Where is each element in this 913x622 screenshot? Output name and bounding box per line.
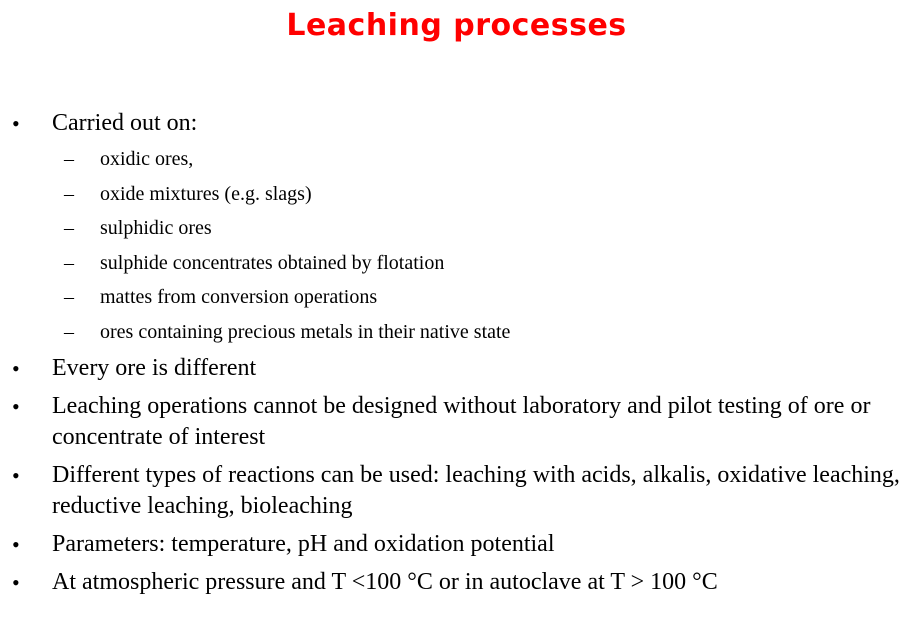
dash-marker: –	[64, 251, 74, 274]
dash-marker: –	[64, 148, 74, 170]
sub-item-text: mattes from conversion operations	[100, 286, 378, 308]
sub-list-item	[0, 146, 913, 172]
bullet-item	[0, 108, 913, 139]
bullet-marker: •	[12, 570, 20, 595]
bullet-text: Different types of reactions can be used: leaching with acids, alkalis, oxidative leaching, reductive leaching, bioleaching	[52, 462, 900, 519]
bullet-item	[0, 529, 913, 560]
sub-item-text: sulphidic ores	[100, 217, 212, 239]
bullet-marker: •	[12, 111, 20, 136]
bullet-item	[0, 353, 913, 384]
bullet-marker: •	[12, 532, 20, 557]
bullet-marker: •	[12, 356, 20, 381]
bullet-item	[0, 391, 913, 453]
bullet-item	[0, 567, 913, 598]
bullet-marker: •	[12, 394, 20, 419]
sub-item-text: oxide mixtures (e.g. slags)	[100, 182, 312, 205]
sub-list-item	[0, 319, 913, 345]
bullet-text: Leaching operations cannot be designed without laboratory and pilot testing of ore or concentrate of interest	[52, 393, 871, 450]
sub-item-text: sulphide concentrates obtained by flotation	[100, 251, 445, 274]
slide-title: Leaching processes	[286, 8, 627, 43]
sub-list-item	[0, 250, 913, 276]
bullet-text: Carried out on:	[52, 110, 198, 136]
sub-item-text: oxidic ores,	[100, 148, 194, 170]
bullet-text: Parameters: temperature, pH and oxidation potential	[52, 531, 555, 557]
dash-marker: –	[64, 286, 74, 308]
bullet-text: At atmospheric pressure and T <100 °C or in autoclave at T > 100 °C	[52, 569, 718, 595]
sub-list	[0, 146, 913, 345]
bullet-text: Every ore is different	[52, 355, 257, 381]
dash-marker: –	[64, 320, 74, 343]
bullet-list	[0, 108, 913, 605]
dash-marker: –	[64, 217, 74, 239]
sub-list-item	[0, 181, 913, 207]
sub-list-item	[0, 284, 913, 310]
bullet-item	[0, 460, 913, 522]
bullet-marker: •	[12, 463, 20, 488]
dash-marker: –	[64, 182, 74, 205]
sub-list-item	[0, 215, 913, 241]
sub-item-text: ores containing precious metals in their native state	[100, 320, 511, 343]
